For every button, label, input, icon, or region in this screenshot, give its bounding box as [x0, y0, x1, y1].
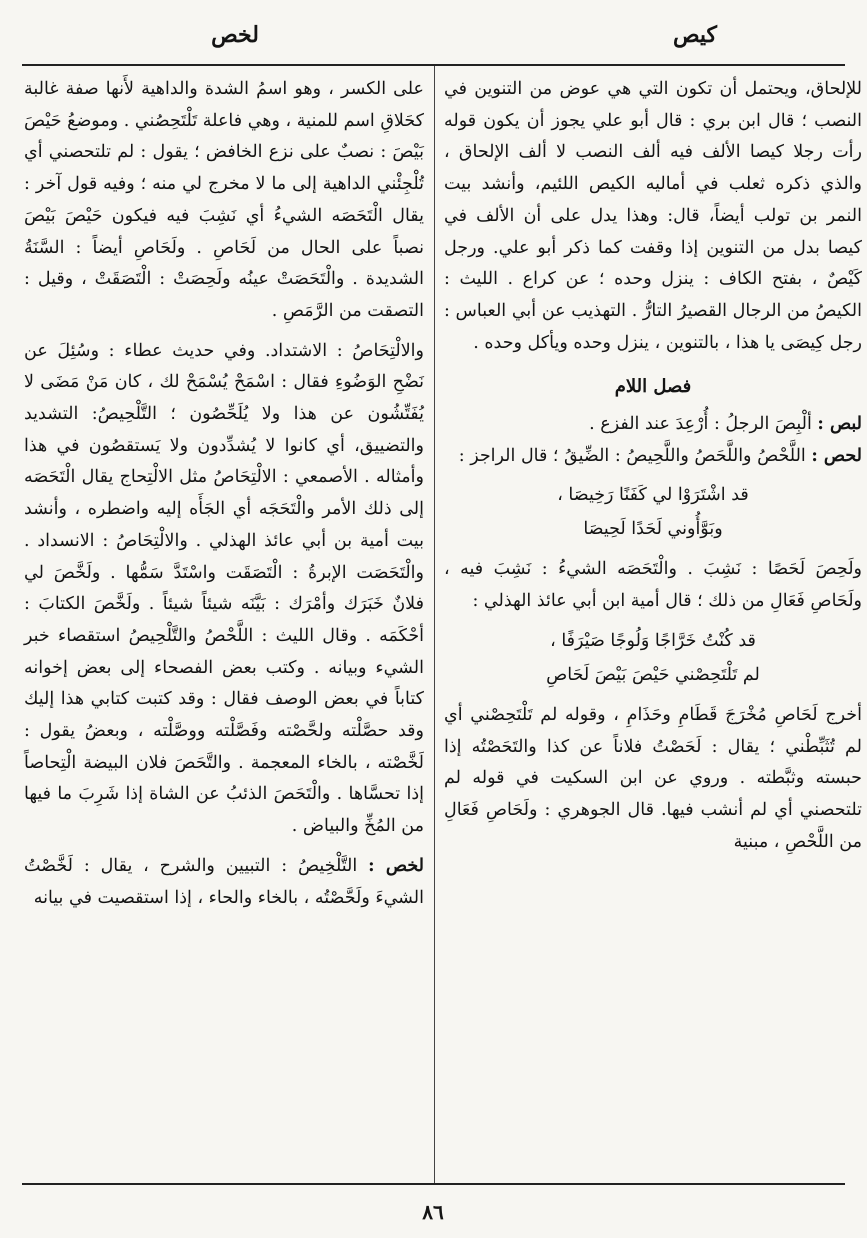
paragraph: أخرج لَحَاصِ مُخْرَجَ قَطَامِ وحَذَامِ ، وقوله لم تَلْتَحِصْني أي لم تُثَبِّطْني ؛ يقال : لَحَصْتُ فلاناً عن كذا والتَحَصْتُه إذا حبسته وثبَّطته . وروي عن ابن السكيت في قوله لم تلتحصني أي لم أنشب فيها. قال الجوهري : ولَحَاصِ فَعَالِ من اللَّحْصِ ، مبنية	[444, 704, 862, 852]
entry-lkhs	[24, 851, 424, 914]
right-column	[444, 74, 862, 858]
verse-line: قد كُنْتُ خَرَّاجًا وَلُوجًا صَيْرَفًا ،	[550, 630, 756, 651]
left-column	[24, 74, 424, 914]
running-header-left: لخص	[211, 22, 259, 48]
entry-lhs	[444, 441, 862, 473]
verse-line: لم تَلْتَحِصْني حَيْصَ بَيْصَ لَحَاصِ	[546, 664, 760, 685]
paragraph: على الكسر ، وهو اسمُ الشدة والداهية لأَنها صفة غالبة كحَلاقِ اسم للمنية ، وهي فاعلة تَلْتَحِصُني . وموضعُ حَيْصَ بَيْصَ : نصبٌ على نزع الخافض ؛ يقول : لم تلتحصني أي تُلْجِئْني الداهية إلى ما لا مخرج لي منه ؛ وفيه قول آخر : يقال الْتَحَصَه الشيءُ أي نَشِبَ فيه فيكون حَيْصَ بَيْصَ نصباً على الحال من لَحَاصِ . ولَحَاصِ أيضاً : السَّنَةُ الشديدة . والْتَحَصَتْ عينُه ولَحِصَتْ : الْتَصَقَتْ ، وقيل : التصقت من الرَّمَصِ .	[24, 79, 424, 321]
verse-block	[444, 478, 862, 546]
entry-headword: لخص :	[368, 855, 424, 876]
verse-block	[444, 624, 862, 692]
page-number: ٨٦	[422, 1200, 444, 1224]
entry-text: اللَّحْصُ واللَّحَصُ واللَّحِيصُ : الضِّيقُ ؛ قال الراجز :	[458, 445, 806, 466]
spacer	[24, 843, 424, 851]
verse-line: وبَوَّأُوني لَحَدًا لَحِيصَا	[583, 519, 723, 540]
section-heading: فصل اللام	[614, 376, 692, 398]
entry-lbs	[444, 409, 862, 441]
column-divider	[434, 66, 435, 1183]
bottom-rule	[22, 1183, 845, 1185]
verse-line: قد اشْتَرَوْا لي كَفَنًا رَخِيصَا ،	[557, 485, 749, 506]
entry-text: ألْبِصَ الرجلُ : أُرْعِدَ عند الفزع .	[589, 414, 812, 435]
entry-headword: لحص :	[811, 445, 862, 466]
paragraph: والالْتِحَاصُ : الاشتداد. وفي حديث عطاء : وسُئِلَ عن نَضْحِ الوَضُوءِ فقال : اسْمَحْ يُسْمَحْ لك ، كان مَنْ مَضَى لا يُفَتِّشُون عن هذا ولا يُلَحِّصُون ؛ التَّلْحِيصُ: التشديد والتضييق، أي كانوا لا يُشدِّدون ولا يَستقصُون في هذا وأمثاله . الأصمعي : الالْتِحَاصُ مثل الالْتِحاج يقال الْتَحَصَه إلى ذلك الأمر والْتَحَجَه أي الجَأَه إليه واضطره ، وأنشد بيت أمية بن أبي عائذ الهذلي . والالْتِحَاصُ : الانسداد . والْتَحَصَت الإبرةُ : الْتَصَقَت واسْتَدَّ سَمُّها . ولَخَّصَ لي فلانٌ خَبَرَك وأمْرَك : بَيَّنَه شيئاً شيئاً . ولَخَّصَ الكتابَ : أحْكَمَه . وقال الليث : اللَّحْصُ والتَّلْحِيصُ استقصاء خبر الشيء وبيانه . وكتب بعض الفصحاء إلى بعض إخوانه كتاباً في بعض الوصف فقال : وقد كتبت كتابي هذا إليك وقد حصَّلْته ولحَّصْته وفَصَّلْته ووصَّلْته ، وبعضُ يقول : لَخَّصْته ، بالخاء المعجمة . والتَّحَصَ فلان البيضة الْتِحاصاً إذا تحسَّاها . والْتَحَصَ الذئبُ عن الشاة إذا شَرِبَ ما فيها من المُخِّ والبياض .	[24, 340, 424, 837]
running-header-right: كيص	[672, 22, 718, 48]
paragraph: ولَحِصَ لَحَصًا : نَشِبَ . والْتَحَصَه الشيءُ : نَشِبَ فيه ، ولَحَاصِ فَعَالِ من ذلك ؛ قال أمية ابن أبي عائذ الهذلي :	[444, 559, 862, 612]
spacer	[24, 328, 424, 336]
paragraph: للإلحاق، ويحتمل أن تكون التي هي عوض من التنوين في النصب ؛ قال ابن بري : قال أبو علي يجوز أن يكون قوله رأت رجلا كيصا الألف فيه ألف النصب لا ألف الإلحاق ، والذي ذكره ثعلب في أماليه الكيص اللئيم، وأنشد بيت النمر بن تولب أيضاً، قال: وهذا يدل على أن الألف في كيصا بدل من التنوين إذا وقفت كما ذكر أبو علي. ورجل كَيْصٌ ، بفتح الكاف : ينزل وحده ؛ عن كراع . الليث : الكيصُ من الرجال القصيرُ التارُّ . التهذيب عن أبي العباس : رجل كِيصَى يا هذا ، بالتنوين ، ينزل وحده ويأكل وحده .	[444, 79, 862, 353]
entry-text: التَّلْخِيصُ : التبيين والشرح ، يقال : لَخَّصْتُ الشيءَ ولَحَّصْتُه ، بالخاء والحاء ، إذا استقصيت في بيانه	[24, 855, 424, 908]
entry-headword: لبص :	[817, 414, 862, 435]
